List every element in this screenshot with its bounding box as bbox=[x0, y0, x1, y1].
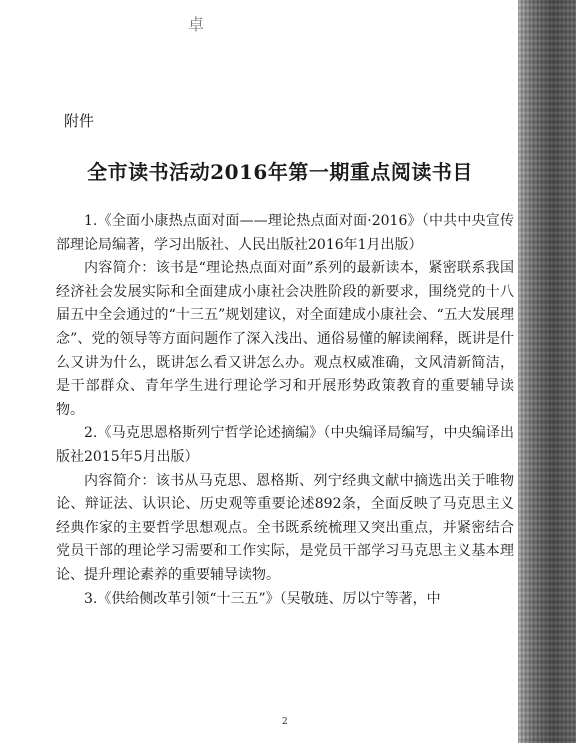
book-entry-3: 3.《供给侧改革引领“十三五”》（吴敬琏、厉以宁等著，中 bbox=[84, 590, 441, 607]
book-entry-2: 2.《马克思恩格斯列宁哲学论述摘编》（中央编译局编写，中央编译出版社2015年5月出版） bbox=[56, 425, 514, 465]
book-summary-2: 内容简介：该书从马克思、恩格斯、列宁经典文献中摘选出关于唯物论、辩证法、认识论、历史观等重要论述892条，全面反映了马克思主义经典作家的主要哲学思想观点。全书既系统梳理又突出重点，并紧密结合党员干部的理论学习需要和工作实际，是党员干部学习马克思主义基本理论、提升理论素养的重要辅导读物。 bbox=[56, 472, 514, 583]
attachment-label: 附件 bbox=[64, 112, 95, 130]
page-number: 2 bbox=[282, 717, 288, 727]
book-summary-1: 内容简介：该书是“理论热点面对面”系列的最新读本，紧密联系我国经济社会发展实际和全面建成小康社会决胜阶段的新要求，围绕党的十八届五中全会通过的“十三五”规划建议，对全面建成小康社会、“五大发展理念”、党的领导等方面问题作了深入浅出、通俗易懂的解读阐释，既讲是什么又讲为什么，既讲怎么看又讲怎么办。观点权威准确，文风清新简洁，是干部群众、青年学生进行理论学习和开展形势政策教育的重要辅导读物。 bbox=[56, 260, 514, 418]
book-entry-1: 1.《全面小康热点面对面——理论热点面对面·2016》（中共中央宣传部理论局编著，学习出版社、人民出版社2016年1月出版） bbox=[56, 213, 514, 253]
header-mark: 卓 bbox=[188, 15, 207, 34]
document-body bbox=[56, 210, 514, 611]
scan-edge-shadow bbox=[518, 0, 576, 743]
document-title: 全市读书活动2016年第一期重点阅读书目 bbox=[87, 160, 473, 184]
